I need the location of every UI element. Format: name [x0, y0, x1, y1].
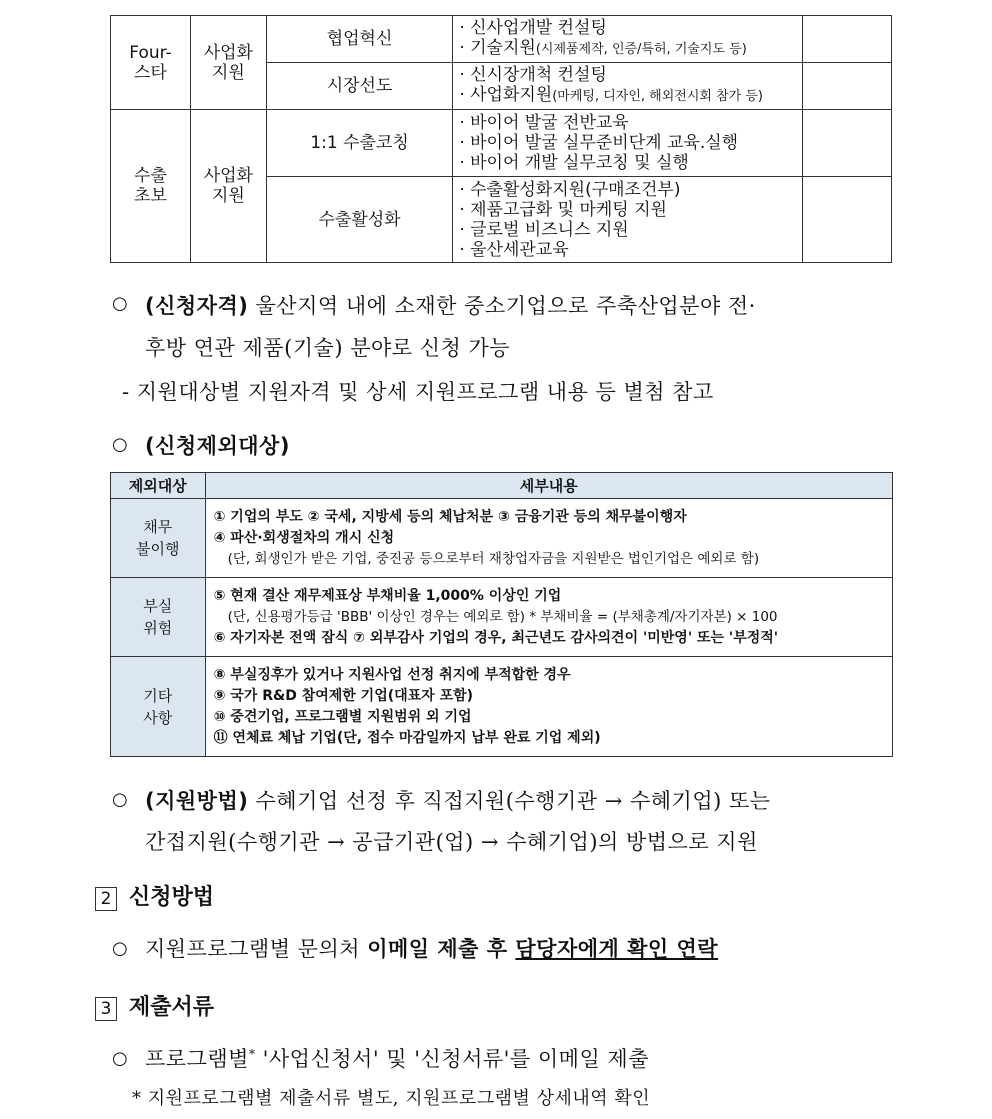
item-text: · 신사업개발 컨설팅 [459, 18, 607, 38]
bullet-circle: ○ [112, 789, 128, 810]
table-row [111, 578, 893, 657]
item-text: · 울산세관교육 [459, 239, 569, 260]
program-items [453, 63, 803, 110]
empty-cell [803, 110, 892, 177]
bullet-circle: ○ [112, 434, 128, 455]
item-text: · 글로벌 비즈니스 지원 [459, 219, 629, 240]
support-text: 수혜기업 선정 후 직접지원(수행기관 → 수혜기업) 또는 [248, 789, 771, 813]
table-row [111, 16, 892, 63]
section-3-heading [95, 990, 214, 1021]
eligibility-text: 울산지역 내에 소재한 중소기업으로 주축산업분야 전· [248, 294, 756, 318]
col-detail-header: 세부내용 [205, 473, 892, 499]
group-cell: Four- 스타 [111, 16, 191, 110]
type-cell: 사업화 지원 [190, 110, 266, 263]
item-text: · 바이어 발굴 실무준비단계 교육.실행 [459, 133, 739, 153]
bullet-circle: ○ [112, 293, 128, 314]
item-text: · 바이어 개발 실무코칭 및 실행 [459, 153, 689, 173]
detail-cell [205, 578, 892, 657]
program-items [453, 110, 803, 177]
detail-line: ⑧ 부실징후가 있거나 지원사업 선정 취지에 부적합한 경우 [213, 666, 571, 683]
section-title: 제출서류 [129, 995, 215, 1020]
section-number: 2 [95, 887, 117, 911]
table-row [111, 499, 893, 578]
col-category-header: 제외대상 [111, 473, 206, 499]
section-title: 신청방법 [129, 885, 215, 910]
item-note: (시제품제작, 인증/특허, 기술지도 등) [535, 42, 747, 57]
support-line2: 간접지원(수행기관 → 공급기관(업) → 수혜기업)의 방법으로 지원 [145, 830, 758, 854]
support-line1 [145, 785, 771, 815]
section-3-text [145, 1043, 649, 1073]
text-plain: 지원프로그램별 문의처 [145, 937, 368, 961]
item-text: · 기술지원 [459, 38, 536, 58]
program-name: 수출활성화 [266, 177, 453, 263]
eligibility-line1 [145, 290, 756, 320]
program-name: 협업혁신 [266, 16, 453, 63]
program-name: 시장선도 [266, 63, 453, 110]
detail-cell [205, 499, 892, 578]
detail-line: ⑩ 중견기업, 프로그램별 지원범위 외 기업 [213, 708, 472, 725]
section-number: 3 [95, 997, 117, 1021]
bullet-circle: ○ [112, 1048, 128, 1069]
item-text: · 수출활성화지원(구매조건부) [459, 179, 681, 200]
program-items [453, 177, 803, 263]
section-2-heading [95, 880, 214, 911]
text-rest: '사업신청서' 및 '신청서류'를 이메일 제출 [255, 1047, 649, 1071]
table-row [111, 110, 892, 177]
support-label: (지원방법) [145, 789, 249, 813]
eligibility-label: (신청자격) [145, 294, 249, 318]
detail-line: (단, 회생인가 받은 기업, 중진공 등으로부터 재창업자금을 지원받은 법인기업은 예외로 함) [227, 550, 760, 567]
text-bold: 이메일 제출 후 [367, 937, 516, 961]
section-3-footnote: * 지원프로그램별 제출서류 별도, 지원프로그램별 상세내역 확인 [132, 1088, 651, 1109]
exclusion-table [110, 472, 893, 757]
section-2-text [145, 933, 718, 963]
eligibility-sub: - 지원대상별 지원자격 및 상세 지원프로그램 내용 등 별첨 참고 [122, 380, 714, 404]
detail-line: ① 기업의 부도 ② 국세, 지방세 등의 체납처분 ③ 금융기관 등의 채무불이행자 [213, 508, 687, 525]
exclusion-heading: (신청제외대상) [145, 434, 290, 458]
category-cell: 채무 불이행 [111, 499, 206, 578]
empty-cell [803, 63, 892, 110]
type-cell: 사업화 지원 [190, 16, 266, 110]
detail-line: ⑪ 연체료 체납 기업(단, 접수 마감일까지 납부 완료 기업 제외) [213, 729, 601, 746]
item-text: · 바이어 발굴 전반교육 [459, 113, 629, 133]
item-text: · 제품고급화 및 마케팅 지원 [459, 199, 667, 220]
detail-line: ④ 파산·회생절차의 개시 신청 [213, 529, 395, 546]
detail-cell [205, 657, 892, 757]
detail-line: ⑤ 현재 결산 재무제표상 부채비율 1,000% 이상인 기업 [213, 587, 562, 604]
program-items [453, 16, 803, 63]
detail-line: (단, 신용평가등급 'BBB' 이상인 경우는 예외로 함) * 부채비율 = (부채총계/자기자본) × 100 [227, 608, 778, 625]
category-cell: 부실 위험 [111, 578, 206, 657]
bullet-circle: ○ [112, 938, 128, 959]
item-note: (마케팅, 디자인, 해외전시회 참가 등) [552, 89, 763, 104]
item-text: · 신시장개척 컨설팅 [459, 65, 607, 85]
category-cell: 기타 사항 [111, 657, 206, 757]
detail-line: ⑨ 국가 R&D 참여제한 기업(대표자 포함) [213, 687, 474, 704]
item-text: · 사업화지원 [459, 85, 553, 105]
empty-cell [803, 177, 892, 263]
text-prefix: 프로그램별 [145, 1047, 249, 1071]
text-bold-underline: 담당자에게 확인 연락 [515, 937, 719, 961]
footnote-star: * [248, 1047, 256, 1061]
empty-cell [803, 16, 892, 63]
program-name: 1:1 수출코칭 [266, 110, 453, 177]
eligibility-line2: 후방 연관 제품(기술) 분야로 신청 가능 [145, 336, 511, 360]
program-table [110, 15, 892, 263]
group-cell: 수출 초보 [111, 110, 191, 263]
detail-line: ⑥ 자기자본 전액 잠식 ⑦ 외부감사 기업의 경우, 최근년도 감사의견이 '미반영' 또는 '부정적' [213, 629, 779, 646]
table-row [111, 657, 893, 757]
